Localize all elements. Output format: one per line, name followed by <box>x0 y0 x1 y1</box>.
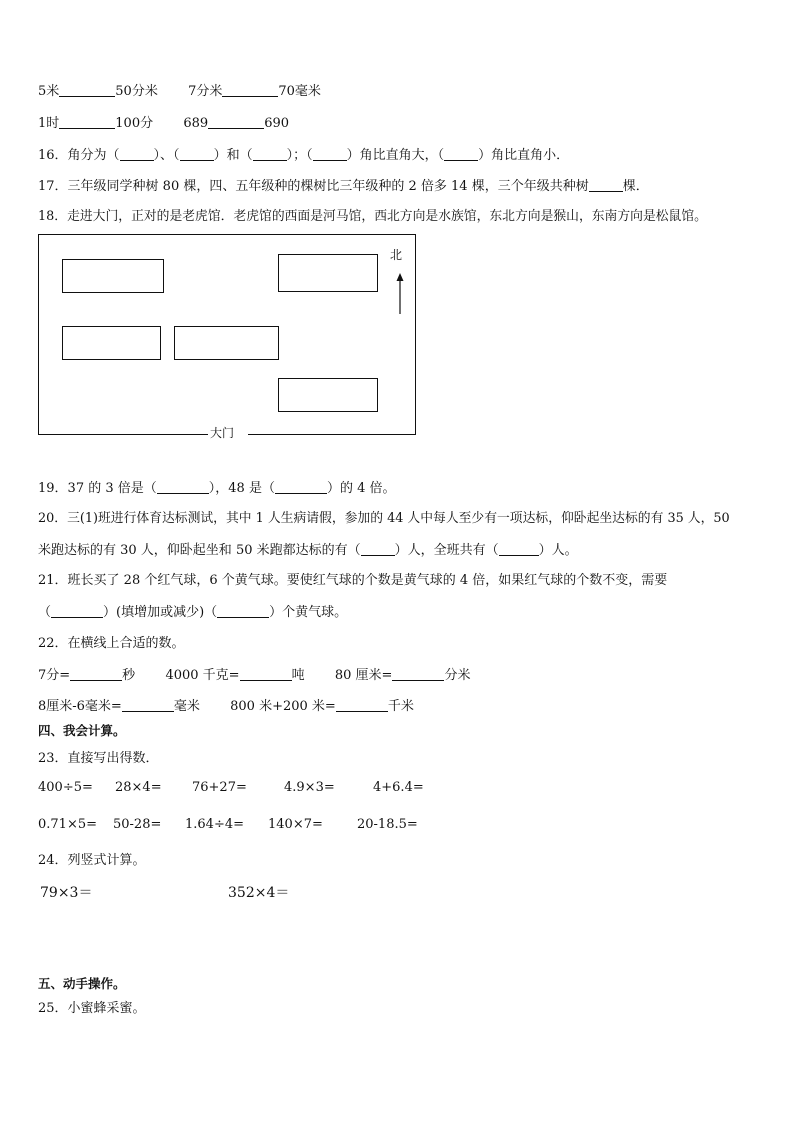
q22-text: 千米 <box>387 699 414 714</box>
answer-blank[interactable] <box>499 541 539 556</box>
q17-text: 棵． <box>622 179 649 194</box>
gate-label: 大门 <box>210 426 235 440</box>
calc-item: 4+6.4= <box>373 780 424 795</box>
calc-item: 0.71×5= <box>38 817 98 832</box>
answer-blank[interactable] <box>275 479 327 494</box>
answer-blank[interactable] <box>208 114 264 129</box>
calc-item: 400÷5= <box>38 780 93 795</box>
answer-blank[interactable] <box>59 114 115 129</box>
q22-text: 80 厘米= <box>334 668 393 683</box>
question-20-line2 <box>38 541 578 560</box>
q20-text: ）人，全班共有（ <box>394 543 499 558</box>
q16-text: ）角比直角小． <box>478 148 570 163</box>
question-24-title: 24．列竖式计算。 <box>38 853 146 868</box>
north-arrow-icon <box>392 272 408 316</box>
vertical-calc-b: 352×4＝ <box>228 885 290 901</box>
calc-item: 4.9×3= <box>284 780 335 795</box>
vertical-calc-a: 79×3＝ <box>40 885 93 901</box>
map-box-squirrel[interactable] <box>278 378 378 412</box>
q22-text: 800 米+200 米= <box>230 699 336 714</box>
answer-blank[interactable] <box>51 603 103 618</box>
calc-item: 20-18.5= <box>357 817 418 832</box>
map-box-hippo[interactable] <box>62 326 161 360</box>
answer-blank[interactable] <box>589 177 623 192</box>
row1-b: 50分米 <box>115 84 158 99</box>
q19-text: ）的 4 倍。 <box>326 481 396 496</box>
q16-text: ）和（ <box>213 148 253 163</box>
q22-text: 吨 <box>291 668 305 683</box>
calc-item: 28×4= <box>115 780 162 795</box>
q22-text: 分米 <box>444 668 471 683</box>
question-22-title: 22．在横线上合适的数。 <box>38 636 185 651</box>
q20-text: ）人。 <box>538 543 578 558</box>
answer-blank[interactable] <box>59 82 115 97</box>
comparison-row-2 <box>38 114 289 133</box>
q21-text: （ <box>38 605 52 620</box>
q21-text: ）(填增加或减少)（ <box>103 605 218 620</box>
row1-d: 70毫米 <box>278 84 321 99</box>
answer-blank[interactable] <box>313 146 347 161</box>
calc-item: 50-28= <box>113 817 162 832</box>
answer-blank[interactable] <box>120 146 154 161</box>
answer-blank[interactable] <box>361 541 395 556</box>
q17-text: 17．三年级同学种树 80 棵，四、五年级种的棵树比三年级种的 2 倍多 14 棵，三个年级共种树 <box>38 179 589 194</box>
row1-a: 5米 <box>38 84 60 99</box>
q19-text: ），48 是（ <box>208 481 275 496</box>
q22-text: 秒 <box>122 668 136 683</box>
answer-blank[interactable] <box>70 666 122 681</box>
q20-text: 米跑达标的有 30 人，仰卧起坐和 50 米跑都达标的有（ <box>38 543 361 558</box>
map-box-aquarium[interactable] <box>62 259 164 293</box>
q16-text: ）、（ <box>153 148 180 163</box>
question-22-row1 <box>38 666 470 685</box>
answer-blank[interactable] <box>444 146 478 161</box>
q22-text: 8厘米-6毫米= <box>38 699 122 714</box>
question-16 <box>38 146 569 165</box>
calc-item: 76+27= <box>192 780 247 795</box>
section-5-heading: 五、动手操作。 <box>38 976 126 991</box>
answer-blank[interactable] <box>253 146 287 161</box>
question-23-title: 23．直接写出得数． <box>38 751 159 766</box>
row2-d: 690 <box>264 116 290 131</box>
answer-blank[interactable] <box>180 146 214 161</box>
question-22-row2 <box>38 697 414 716</box>
north-label: 北 <box>390 248 403 262</box>
q22-text: 4000 千克= <box>165 668 240 683</box>
map-border <box>248 434 416 435</box>
question-21-line2 <box>38 603 347 622</box>
map-box-monkey-hill[interactable] <box>278 254 378 292</box>
calc-item: 140×7= <box>268 817 323 832</box>
map-border <box>38 434 208 435</box>
row2-a: 1时 <box>38 116 60 131</box>
q16-text: ）；（ <box>286 148 313 163</box>
question-25: 25．小蜜蜂采蜜。 <box>38 1001 146 1016</box>
question-21-line1: 21．班长买了 28 个红气球，6 个黄气球。要使红气球的个数是黄气球的 4 倍，如果红气球的个数不变，需要 <box>38 573 668 588</box>
question-18: 18．走进大门，正对的是老虎馆．老虎馆的西面是河马馆，西北方向是水族馆，东北方向是猴山，东南方向是松鼠馆。 <box>38 209 707 224</box>
answer-blank[interactable] <box>392 666 444 681</box>
answer-blank[interactable] <box>240 666 292 681</box>
question-17 <box>38 177 649 196</box>
q22-text: 7分= <box>38 668 71 683</box>
question-19 <box>38 479 396 498</box>
section-4-heading: 四、我会计算。 <box>38 723 126 738</box>
row1-c: 7分米 <box>188 84 223 99</box>
q16-text: ）角比直角大，（ <box>346 148 445 163</box>
answer-blank[interactable] <box>336 697 388 712</box>
answer-blank[interactable] <box>157 479 209 494</box>
q19-text: 19．37 的 3 倍是（ <box>38 481 157 496</box>
answer-blank[interactable] <box>222 82 278 97</box>
comparison-row-1 <box>38 82 321 101</box>
answer-blank[interactable] <box>217 603 269 618</box>
q21-text: ）个黄气球。 <box>269 605 348 620</box>
q16-text: 16．角分为（ <box>38 148 120 163</box>
question-20-line1: 20．三(1)班进行体育达标测试，其中 1 人生病请假，参加的 44 人中每人至少有一项达标，仰卧起坐达标的有 35 人，50 <box>38 511 730 526</box>
calc-item: 1.64÷4= <box>185 817 245 832</box>
map-box-tiger[interactable] <box>174 326 279 360</box>
answer-blank[interactable] <box>122 697 174 712</box>
q22-text: 毫米 <box>173 699 200 714</box>
row2-c: 689 <box>183 116 209 131</box>
row2-b: 100分 <box>115 116 154 131</box>
